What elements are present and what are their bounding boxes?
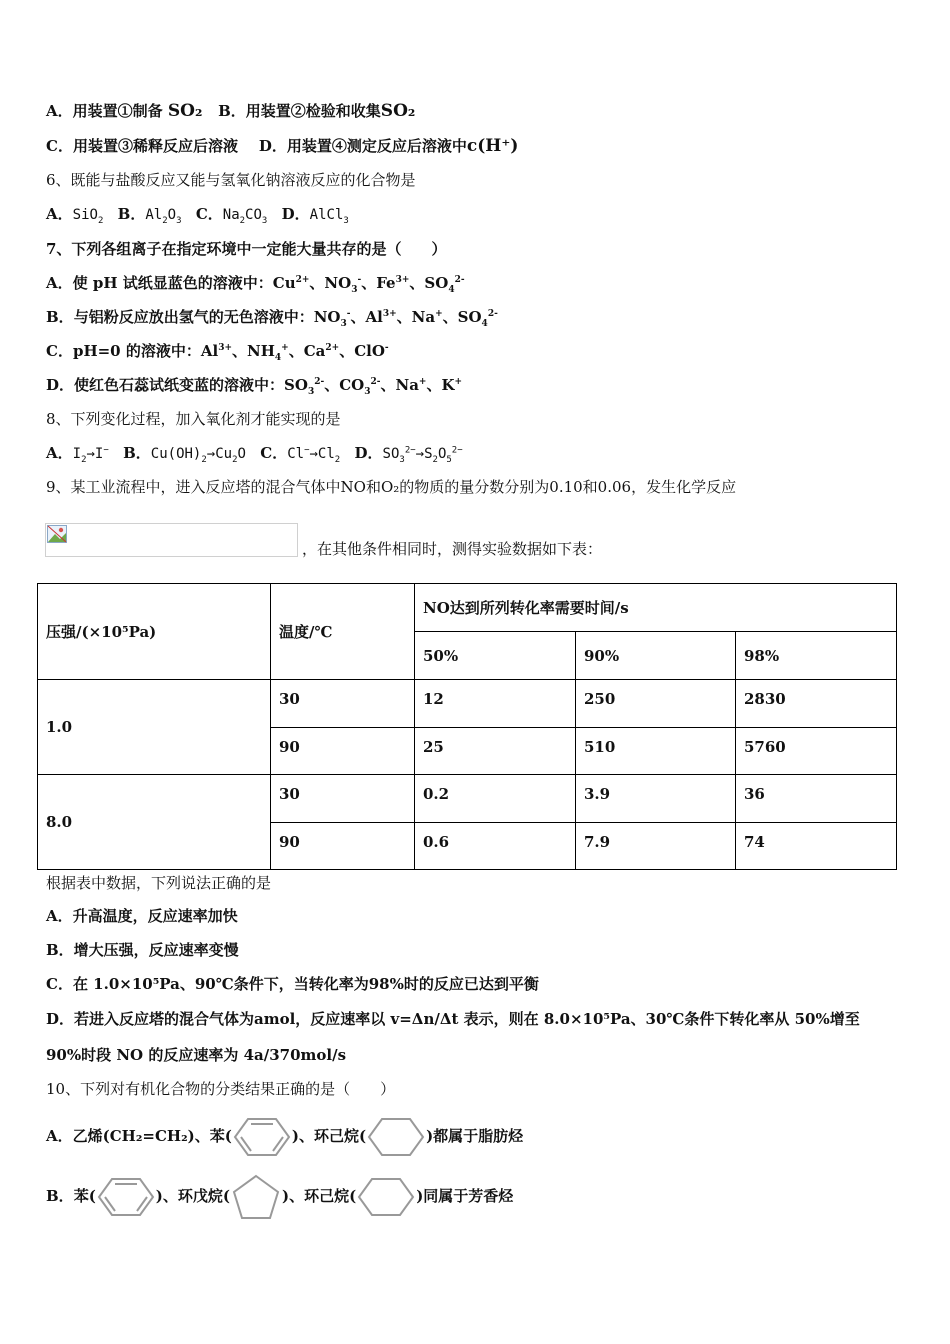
- q10-option-a: A．乙烯(CH₂=CH₂)、苯( )、环己烷( )都属于脂肪烃: [46, 1112, 523, 1160]
- table-cell: 7.9: [576, 823, 736, 870]
- q9-after-image-text: ，在其他条件相同时，测得实验数据如下表：: [302, 540, 603, 558]
- q7-option-c: C．pH=0 的溶液中：$Al^{3+}$、$NH_4^+$、$Ca^{2+}$、ClO-: [46, 342, 389, 363]
- q7-option-d: D．使红色石蕊试纸变蓝的溶液中：$SO_3^{2-}$、$CO_3^{2-}$、Na+、K+: [46, 376, 463, 397]
- table-cell: 25: [415, 728, 576, 775]
- table-subheader: 90%: [576, 632, 736, 680]
- q5-options-row2: C．用装置③稀释反应后溶液 D．用装置④测定反应后溶液中c(H⁺): [46, 136, 519, 156]
- table-cell: 90: [271, 823, 415, 870]
- q9-option-d-cont: 90%时段 NO 的反应速率为 4a/370mol/s: [46, 1046, 347, 1064]
- table-row: [38, 775, 897, 823]
- q7-stem: 7、下列各组离子在指定环境中一定能大量共存的是（ ）: [46, 240, 447, 258]
- table-cell: 5760: [736, 728, 897, 775]
- broken-image-placeholder: [45, 523, 298, 557]
- table-cell: 36: [736, 775, 897, 823]
- table-cell-pressure: 1.0: [38, 680, 271, 775]
- q9-question: 根据表中数据，下列说法正确的是: [46, 874, 272, 892]
- benzene-ring-icon: [97, 1175, 155, 1219]
- cyclopentane-ring-icon: [231, 1173, 281, 1221]
- q7-option-b: B．与铝粉反应放出氢气的无色溶液中：$NO_3^-$、$Al^{3+}$、Na+、$SO_4^{2-}$: [46, 308, 498, 329]
- q6-options: A．SiO$_2$ B．$Al_2O_3$ C．$Na_2CO_3$ D．AlCl$_3$: [46, 205, 349, 226]
- table-cell: 510: [576, 728, 736, 775]
- table-row: [38, 680, 897, 728]
- q5-options-row1: A．用装置①制备 SO₂ B．用装置②检验和收集SO₂: [46, 101, 416, 121]
- q9-option-c: C．在 1.0×10⁵Pa、90℃条件下，当转化率为98%时的反应已达到平衡: [46, 975, 539, 993]
- table-cell: 30: [271, 775, 415, 823]
- table-subheader: 98%: [736, 632, 897, 680]
- q9-option-b: B．增大压强，反应速率变慢: [46, 941, 239, 959]
- table-header-group: NO达到所列转化率需要时间/s: [415, 584, 897, 632]
- q9-option-a: A．升高温度，反应速率加快: [46, 907, 238, 925]
- table-header-temp: 温度/℃: [271, 584, 415, 680]
- table-header-pressure: 压强/(×10⁵Pa): [38, 584, 271, 680]
- q8-stem: 8、下列变化过程，加入氧化剂才能实现的是: [46, 410, 341, 428]
- table-cell: 74: [736, 823, 897, 870]
- q9-stem: 9、某工业流程中，进入反应塔的混合气体中NO和O₂的物质的量分数分别为0.10和0.06，发生化学反应: [46, 478, 737, 496]
- cyclohexane-ring-icon: [357, 1175, 415, 1219]
- table-cell-pressure: 8.0: [38, 775, 271, 870]
- table-cell: 2830: [736, 680, 897, 728]
- table-cell: 0.2: [415, 775, 576, 823]
- broken-image-icon: [47, 525, 67, 543]
- q8-options: A．$I_2\to I^-$ B．$Cu(OH)_2\to Cu_2O$ C．$Cl^-\to Cl_2$ D．$SO_3^{2-}\to S_2O_5^{2-}$: [46, 444, 463, 465]
- table-cell: 3.9: [576, 775, 736, 823]
- q9-data-table: [37, 583, 897, 870]
- table-cell: 250: [576, 680, 736, 728]
- q6-stem: 6、既能与盐酸反应又能与氢氧化钠溶液反应的化合物是: [46, 171, 416, 189]
- table-cell: 90: [271, 728, 415, 775]
- benzene-ring-icon: [233, 1115, 291, 1159]
- cyclohexane-ring-icon: [367, 1115, 425, 1159]
- q9-option-d: D．若进入反应塔的混合气体为amol，反应速率以 v=Δn/Δt 表示，则在 8.0×10⁵Pa、30℃条件下转化率从 50%增至: [46, 1010, 860, 1028]
- table-cell: 0.6: [415, 823, 576, 870]
- table-cell: 12: [415, 680, 576, 728]
- q10-option-b: B．苯( )、环戊烷( )、环己烷( )同属于芳香烃: [46, 1170, 513, 1222]
- table-cell: 30: [271, 680, 415, 728]
- q7-option-a: A．使 pH 试纸显蓝色的溶液中：$Cu^{2+}$、$NO_3^-$、$Fe^{3+}$、$SO_4^{2-}$: [46, 274, 465, 295]
- table-subheader: 50%: [415, 632, 576, 680]
- q10-stem: 10、下列对有机化合物的分类结果正确的是（ ）: [46, 1080, 396, 1098]
